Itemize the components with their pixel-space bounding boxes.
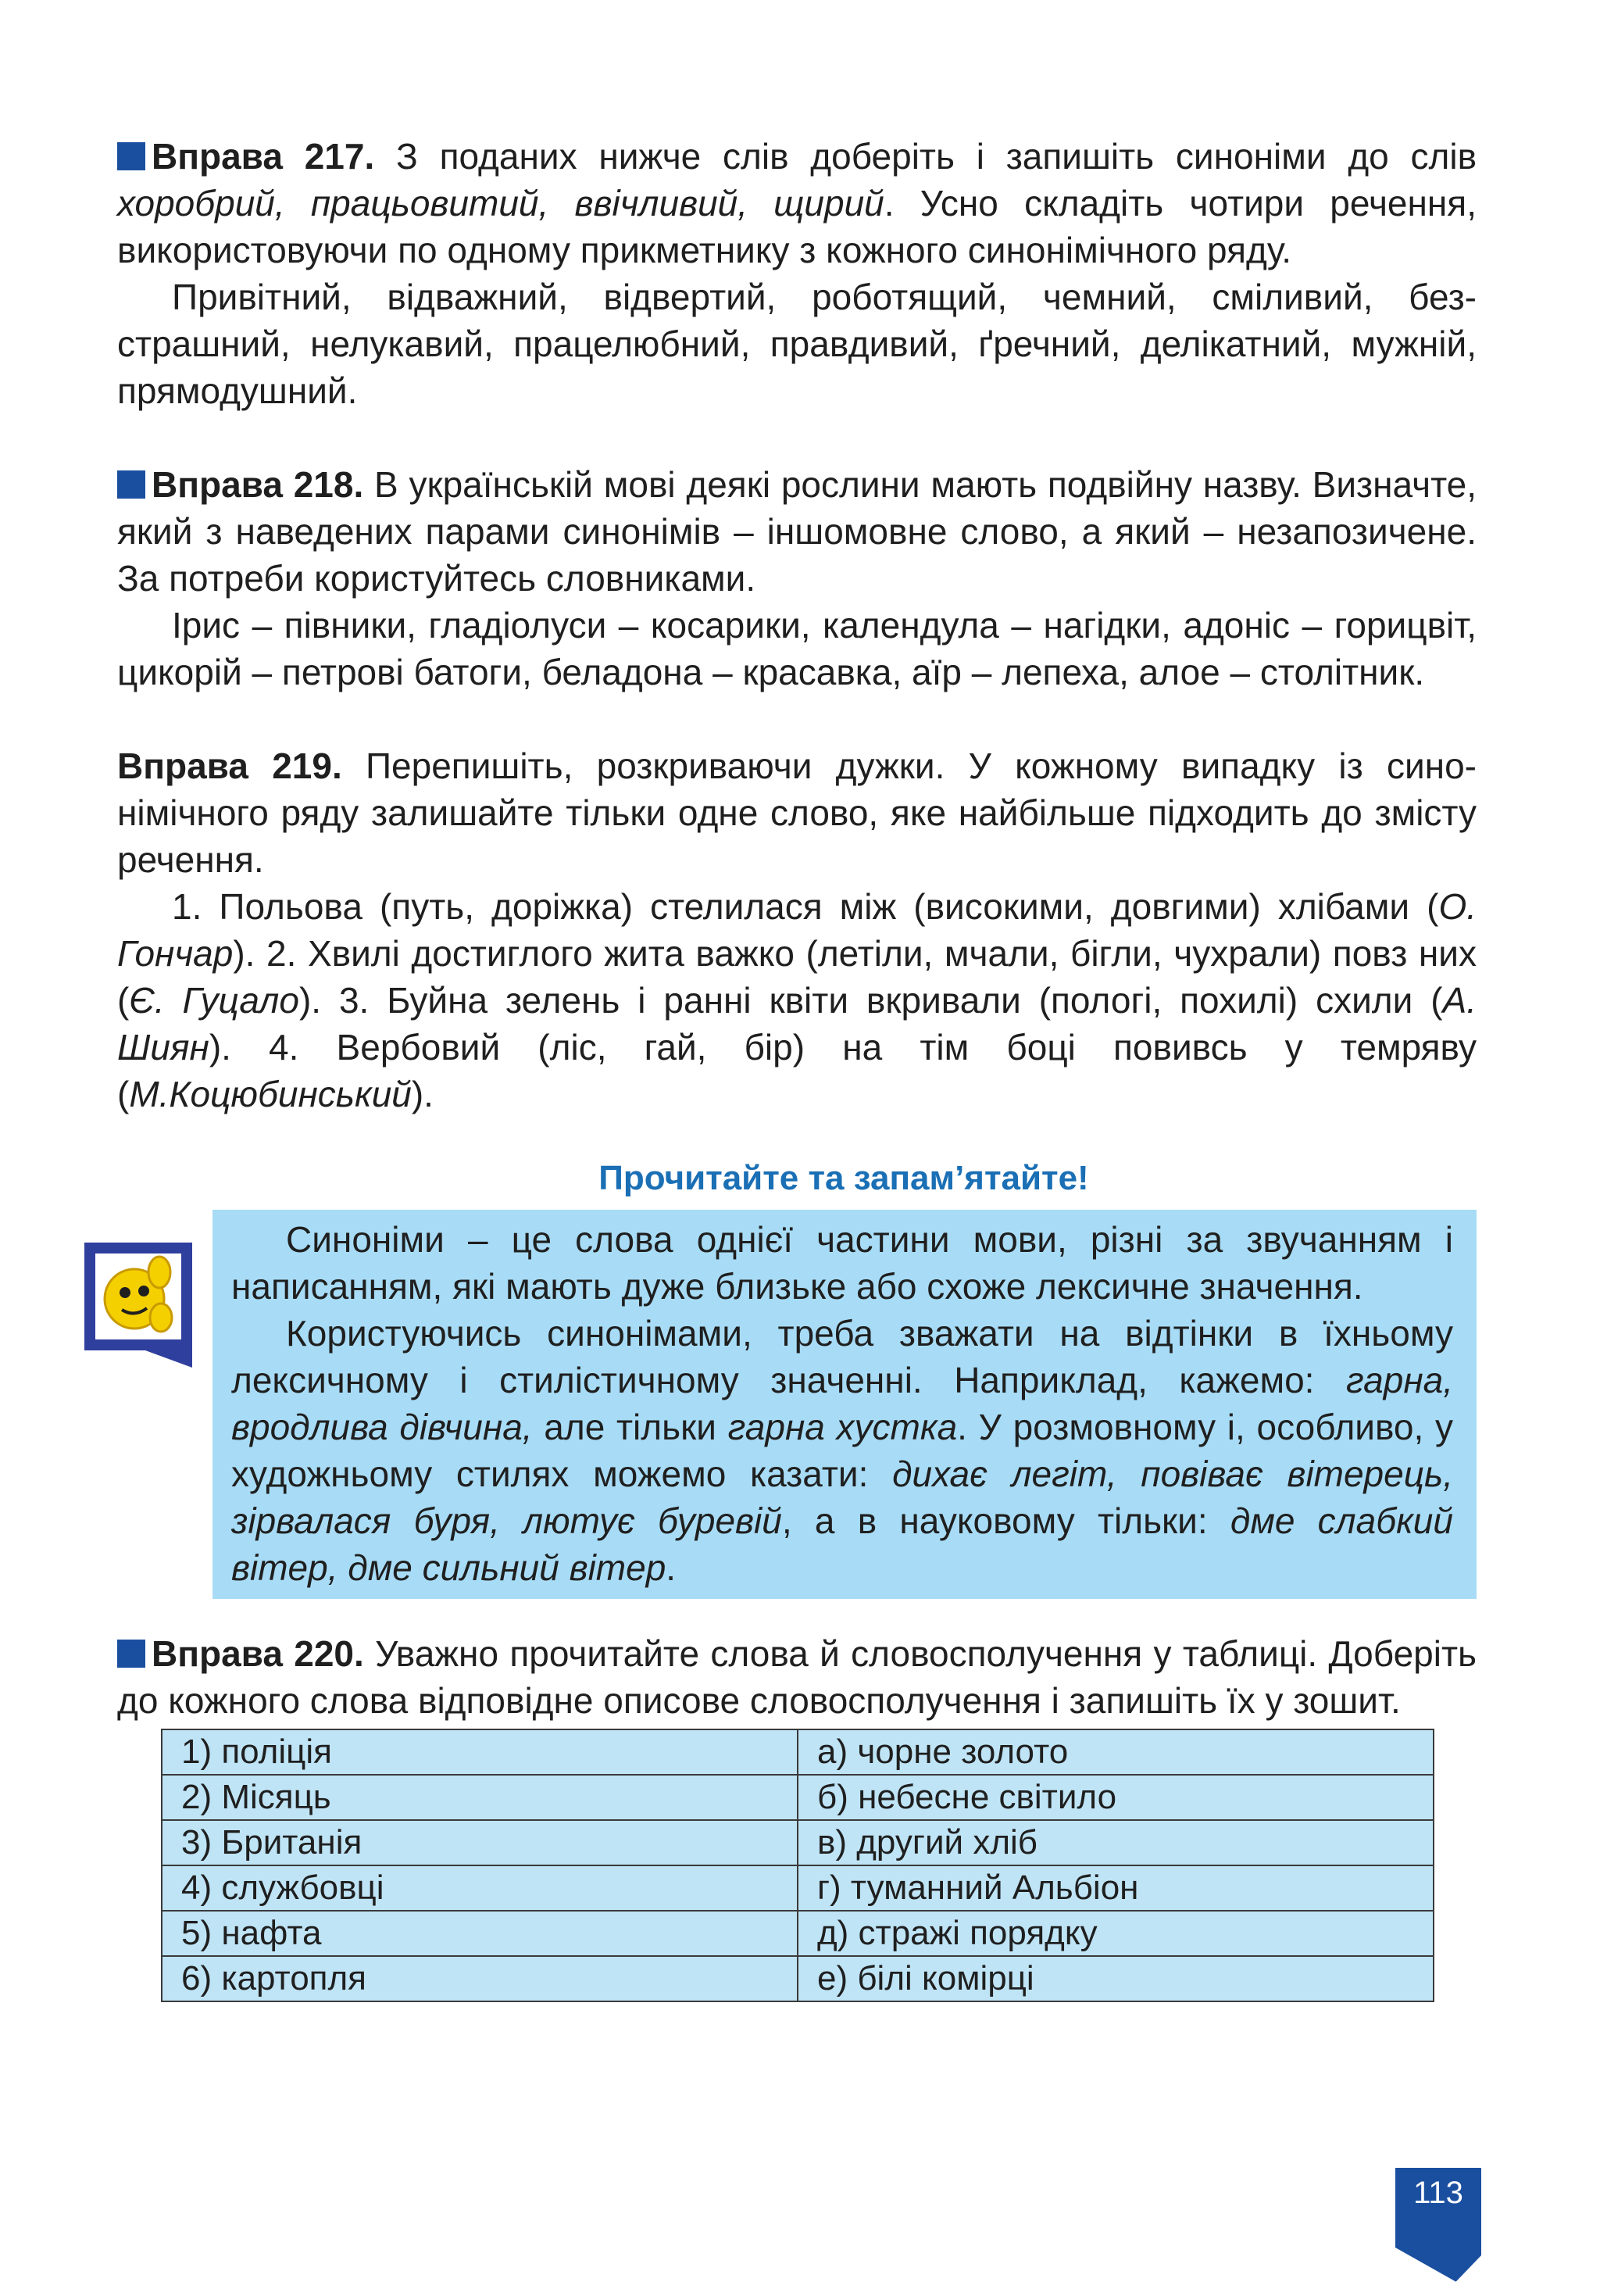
thinking-emoji-icon [84, 1243, 192, 1368]
page-number: 113 [1413, 2176, 1463, 2210]
table-row: 3) Британія в) другий хліб [162, 1820, 1434, 1865]
exercise-217: Вправа 217. З поданих нижче слів доберіть і запишіть синоніми до слів хоробрий, працьовитий, ввічливий, щирий. Усно складіть чотири речення, використовуючи по одному прикметнику з кожного синонімічного ряду. [117, 136, 1477, 270]
exercise-label: Вправа 219. [117, 746, 342, 786]
table-row: 5) нафта д) стражі порядку [162, 1911, 1434, 1956]
exercise-219: Вправа 219. Перепишіть, розкриваючи дужки. У кожному випадку із синонімічного ряду залишайте тільки одне слово, яке найбільше підходить до змісту речення. [117, 746, 1477, 880]
memo-section [117, 1155, 1477, 1599]
exercise-label: Вправа 220. [152, 1633, 364, 1674]
table-row: 2) Місяць б) небесне світило [162, 1775, 1434, 1820]
memo-box [212, 1210, 1477, 1599]
memo-paragraph-1: Синоніми – це слова однієї частини мови, різні за звучанням і написанням, які мають дуже близьке або схоже лексичне значення. [231, 1219, 1453, 1307]
exercise-220: Вправа 220. Уважно прочитайте слова й словосполучення у таблиці. Доберіть до кожного слова відповідне описове словосполучення і запишіть їх у зошит. [117, 1633, 1477, 1721]
exercise-label: Вправа 217. [152, 136, 375, 177]
square-bullet-icon [117, 470, 145, 499]
exercise-217-words: Привітний, відважний, відвертий, роботящий, чемний, сміливий, безстрашний, нелукавий, працелюбний, правдивий, ґречний, делікатний, мужній, прямодушний. [117, 277, 1477, 411]
square-bullet-icon [117, 142, 145, 170]
square-bullet-icon [117, 1640, 145, 1668]
page-content [117, 133, 1477, 2002]
matching-table [161, 1729, 1434, 2002]
table-row: 4) службовці г) туманний Альбіон [162, 1865, 1434, 1911]
table-row: 6) картопля е) білі комірці [162, 1956, 1434, 2001]
memo-title: Прочитайте та запам’ятайте! [598, 1159, 1089, 1197]
memo-paragraph-2: Користуючись синонімами, треба зважати на відтінки в їхньому лексичному і стилістичному значенні. Наприклад, кажемо: гарна, вродлива дівчина, але тільки гарна хустка. У розмовному і, особливо, у художньому стилях можемо казати: дихає легіт, повіває вітерець, зірвалася буря, лютує буревій, а в науковому тільки: дме слабкий вітер, дме сильний вітер. [231, 1313, 1453, 1588]
exercise-label: Вправа 218. [152, 464, 364, 505]
table-row: 1) поліція а) чорне золото [162, 1729, 1434, 1775]
exercise-219-sentences: 1. Польова (путь, доріжка) стелилася між (високими, довгими) хлібами (О. Гончар). 2. Хвилі достиглого жита важко (летіли, мчали, бігли, чухрали) повз них (Є. Гуцало). 3. Буйна зелень і ранні квіти вкривали (пологі, похилі) схили (А. Шиян). 4. Вербовий (ліс, гай, бір) на тім боці повивсь у темряву (М.Коцюбинський). [117, 886, 1477, 1114]
exercise-218-words: Ірис – півники, гладіолуси – косарики, календула – нагідки, адоніс – горицвіт, цикорій – петрові батоги, беладона – красавка, аїр – лепеха, алое – столітник. [117, 605, 1477, 692]
exercise-218: Вправа 218. В українській мові деякі рослини мають подвійну назву. Визначте, який з наведених парами синонімів – іншомовне слово, а який – незапозичене. За потреби користуйтесь словниками. [117, 464, 1477, 599]
